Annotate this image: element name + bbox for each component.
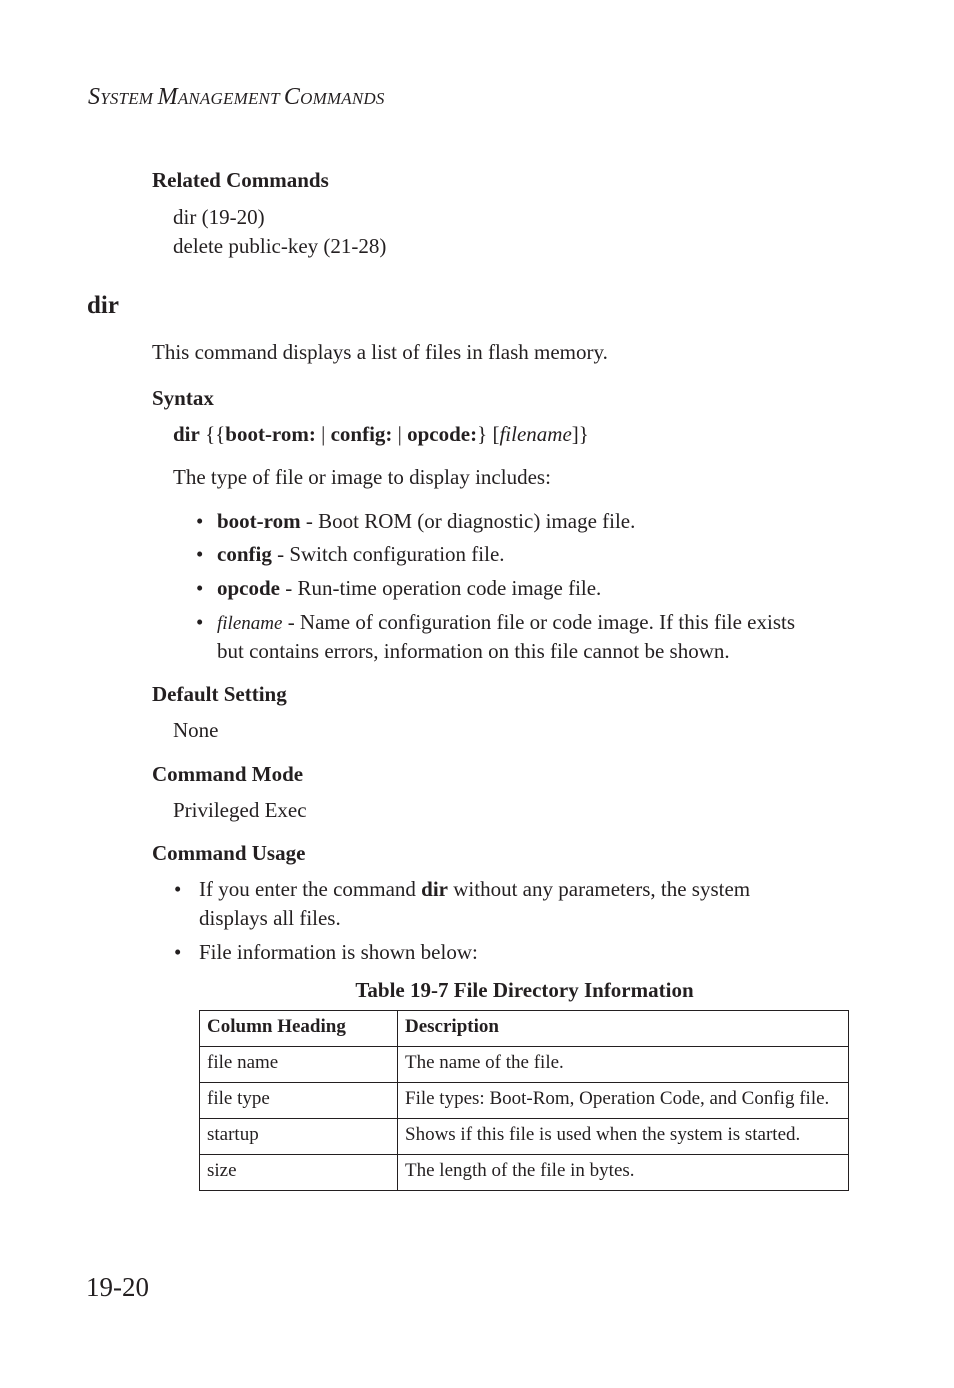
- table-caption: Table 19-7 File Directory Information: [355, 978, 694, 1002]
- table-cell: size: [200, 1155, 398, 1191]
- param-bullet-mark: •: [196, 542, 204, 566]
- related-commands-heading: Related Commands: [152, 168, 329, 192]
- param-term: config: [217, 542, 272, 566]
- related-command-item: dir (19-20): [173, 205, 265, 229]
- usage-item: File information is shown below:: [199, 940, 478, 964]
- table-row: [200, 1119, 849, 1155]
- usage-item-continued: displays all files.: [199, 906, 341, 930]
- param-desc: - Switch configuration file.: [271, 542, 505, 566]
- table-header-cell: Description: [398, 1011, 849, 1047]
- command-mode-value: Privileged Exec: [173, 798, 307, 822]
- header-rest-2: ANAGEMENT: [177, 89, 284, 108]
- table-row: [200, 1047, 849, 1083]
- param-bullet-mark: •: [196, 610, 204, 634]
- syntax-command: dir: [173, 422, 200, 446]
- param-item: [217, 542, 505, 567]
- param-desc: - Boot ROM (or diagnostic) image file.: [300, 509, 636, 533]
- usage-command: dir: [421, 877, 449, 901]
- header-cap-3: C: [283, 84, 301, 110]
- usage-text: without any parameters, the system: [448, 877, 751, 901]
- header-rest-1: YSTEM: [100, 89, 158, 108]
- usage-bullet-mark: •: [174, 940, 182, 964]
- param-item: [217, 610, 795, 635]
- command-usage-heading: Command Usage: [152, 841, 306, 865]
- default-setting-value: None: [173, 718, 219, 742]
- syntax-line: [173, 422, 589, 447]
- syntax-separator: |: [392, 422, 408, 446]
- usage-item: [199, 877, 750, 902]
- param-term: filename: [217, 613, 283, 634]
- syntax-heading: Syntax: [152, 386, 214, 410]
- syntax-option: boot-rom:: [225, 422, 316, 446]
- page-number: 19-20: [86, 1272, 149, 1302]
- syntax-intro: The type of file or image to display includes:: [173, 465, 551, 489]
- param-desc-continued: but contains errors, information on this file cannot be shown.: [217, 639, 730, 663]
- table-cell: File types: Boot-Rom, Operation Code, and Config file.: [398, 1083, 849, 1119]
- param-term: boot-rom: [217, 509, 301, 533]
- syntax-brace: } [: [477, 422, 500, 446]
- param-bullet-mark: •: [196, 576, 204, 600]
- table-header-cell: Column Heading: [200, 1011, 398, 1047]
- command-title: dir: [87, 292, 119, 319]
- syntax-option: opcode:: [407, 422, 478, 446]
- param-item: [217, 576, 601, 601]
- table-cell: file name: [200, 1047, 398, 1083]
- syntax-parameter: filename: [499, 422, 572, 446]
- header-rest-3: OMMANDS: [300, 89, 385, 108]
- param-term: opcode: [217, 576, 280, 600]
- param-desc: - Run-time operation code image file.: [280, 576, 602, 600]
- syntax-brace: ]}: [571, 422, 589, 446]
- table-cell: startup: [200, 1119, 398, 1155]
- param-desc: - Name of configuration file or code image. If this file exists: [282, 610, 796, 634]
- table-cell: The name of the file.: [398, 1047, 849, 1083]
- usage-text: If you enter the command: [199, 877, 422, 901]
- table-row: [200, 1083, 849, 1119]
- usage-bullet-mark: •: [174, 877, 182, 901]
- file-directory-table: [199, 1010, 849, 1191]
- table-row: [200, 1155, 849, 1191]
- header-cap-1: S: [88, 84, 101, 110]
- related-command-item: delete public-key (21-28): [173, 234, 387, 258]
- syntax-separator: |: [315, 422, 331, 446]
- header-cap-2: M: [157, 84, 178, 110]
- table-cell: The length of the file in bytes.: [398, 1155, 849, 1191]
- table-cell: Shows if this file is used when the system is started.: [398, 1119, 849, 1155]
- table-cell: file type: [200, 1083, 398, 1119]
- syntax-option: config:: [330, 422, 393, 446]
- param-item: [217, 509, 635, 534]
- table-header-row: [200, 1011, 849, 1047]
- param-bullet-mark: •: [196, 509, 204, 533]
- default-setting-heading: Default Setting: [152, 682, 287, 706]
- command-mode-heading: Command Mode: [152, 762, 304, 786]
- command-description: This command displays a list of files in flash memory.: [152, 340, 608, 364]
- syntax-brace: {{: [205, 422, 226, 446]
- running-header: [88, 84, 385, 111]
